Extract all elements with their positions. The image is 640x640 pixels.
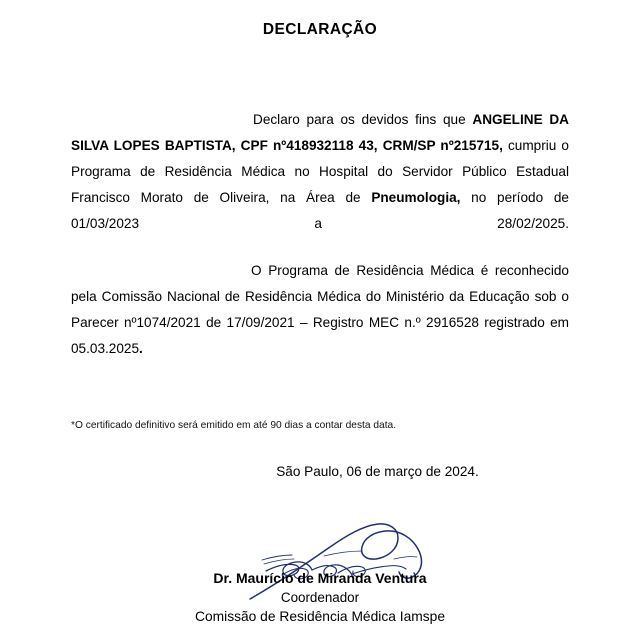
declaration-paragraph-1 bbox=[71, 107, 569, 263]
emphasis-text: . bbox=[139, 341, 143, 356]
declaration-paragraph-1-container bbox=[71, 107, 569, 263]
signatory-role: Coordenador bbox=[280, 590, 360, 605]
body-text: Declaro para os devidos fins que bbox=[253, 112, 473, 127]
page-title: DECLARAÇÃO bbox=[262, 21, 378, 38]
body-text: no período de 01/03/2023 a 28/02/2025. bbox=[71, 190, 569, 231]
declaration-paragraph-2-container bbox=[71, 258, 569, 388]
emphasis-text: Pneumologia, bbox=[371, 190, 461, 205]
declaration-paragraph-2 bbox=[71, 258, 569, 388]
body-text: O Programa de Residência Médica é reconhecido pela Comissão Nacional de Residência Médica do Ministério da Educação sob o Parecer nº1074/2021 de 17/09/2021 – Registro MEC n.º 2916528 registrado em 05.03.2025 bbox=[71, 263, 569, 356]
signatory-organization: Comissão de Residência Médica Iamspe bbox=[195, 609, 445, 624]
body-text: cumpriu o Programa de Residência Médica no Hospital do Servidor Público Estadual Francisco Morato de Oliveira, na Área de bbox=[71, 138, 569, 205]
place-and-date: São Paulo, 06 de março de 2024. bbox=[276, 464, 479, 479]
signature-block bbox=[0, 568, 640, 627]
signature-area bbox=[0, 505, 640, 640]
certificate-footnote: *O certificado definitivo será emitido em até 90 dias a contar desta data. bbox=[71, 420, 397, 431]
signatory-name: Dr. Maurício de Miranda Ventura bbox=[213, 570, 427, 586]
emphasis-text: ANGELINE DA SILVA LOPES BAPTISTA, CPF nº418932118 43, CRM/SP nº215715, bbox=[71, 112, 569, 153]
